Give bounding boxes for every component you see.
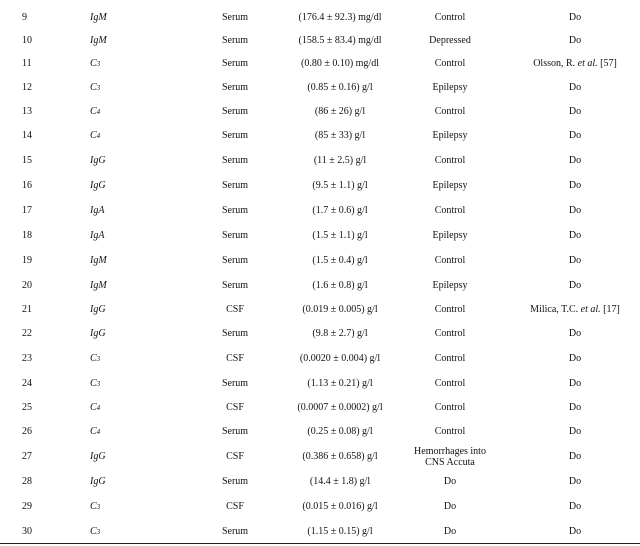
subject-group-line: Control (434, 12, 466, 23)
reference-author: Do (568, 35, 582, 46)
subject-group (395, 76, 505, 99)
component (90, 149, 140, 172)
row-number: 16 (22, 180, 32, 191)
component (90, 52, 140, 75)
component-name: C (90, 130, 97, 141)
subject-group-line: Do (443, 476, 457, 487)
table-row (0, 52, 640, 75)
component (90, 224, 140, 247)
sample-type: Serum (221, 130, 249, 141)
subject-group (395, 29, 505, 52)
component (90, 495, 140, 518)
table-row (0, 174, 640, 197)
sample-type: Serum (221, 230, 249, 241)
component-name: IgM (90, 280, 107, 291)
reference-author: Do (568, 526, 582, 537)
sample-type: CSF (226, 353, 244, 364)
measured-value: (0.25 ± 0.08) g/l (307, 426, 373, 437)
measured-value: (0.0007 ± 0.0002) g/l (297, 402, 383, 413)
measured-value: (9.5 ± 1.1) g/l (312, 180, 368, 191)
reference-author: Olsson, R. (533, 58, 578, 69)
sample-type: Serum (221, 476, 249, 487)
reference (510, 372, 640, 395)
component (90, 396, 140, 419)
reference (510, 470, 640, 493)
row-number: 28 (22, 476, 32, 487)
sample-type: Serum (221, 12, 249, 23)
component (90, 100, 140, 123)
sample-type: Serum (221, 106, 249, 117)
row-number: 26 (22, 426, 32, 437)
row-number: 12 (22, 82, 32, 93)
row-number: 13 (22, 106, 32, 117)
row-number: 18 (22, 230, 32, 241)
measured-value: (1.5 ± 1.1) g/l (312, 230, 368, 241)
subject-group-line: Do (443, 526, 457, 537)
subject-group-line: Control (434, 255, 466, 266)
reference-author: Do (568, 106, 582, 117)
component (90, 76, 140, 99)
component-name: C (90, 353, 97, 364)
subject-group-line: Control (434, 378, 466, 389)
component-name: C (90, 402, 97, 413)
row-number: 23 (22, 353, 32, 364)
reference-etal: et al. (580, 304, 601, 315)
measured-value: (1.5 ± 0.4) g/l (312, 255, 368, 266)
reference-author: Do (568, 353, 582, 364)
sample-type: Serum (221, 328, 249, 339)
subject-group-line: Control (434, 426, 466, 437)
table-row (0, 495, 640, 518)
subject-group (395, 149, 505, 172)
subject-group-line: Control (434, 58, 466, 69)
table-row (0, 274, 640, 297)
row-number: 27 (22, 451, 32, 462)
sample-type: Serum (221, 426, 249, 437)
sample-type: CSF (226, 451, 244, 462)
reference (510, 76, 640, 99)
subject-group (395, 322, 505, 345)
subject-group-line: Control (434, 402, 466, 413)
reference-author: Do (568, 451, 582, 462)
reference (510, 445, 640, 468)
component (90, 249, 140, 272)
reference-author: Do (568, 328, 582, 339)
reference (510, 224, 640, 247)
reference-author: Do (568, 12, 582, 23)
component (90, 274, 140, 297)
measured-value: (1.6 ± 0.8) g/l (312, 280, 368, 291)
component-name: IgM (90, 35, 107, 46)
subject-group (395, 396, 505, 419)
row-number: 9 (22, 12, 27, 23)
component-name: IgG (90, 451, 106, 462)
reference (510, 124, 640, 147)
measured-value: (0.015 ± 0.016) g/l (302, 501, 378, 512)
subject-group (395, 495, 505, 518)
subject-group (395, 372, 505, 395)
reference (510, 100, 640, 123)
subject-group (395, 470, 505, 493)
row-number: 22 (22, 328, 32, 339)
table-row (0, 124, 640, 147)
measured-value: (11 ± 2.5) g/l (313, 155, 367, 166)
component-name: IgM (90, 255, 107, 266)
table-row (0, 470, 640, 493)
component (90, 322, 140, 345)
component-name: IgG (90, 304, 106, 315)
sample-type: CSF (226, 501, 244, 512)
subject-group (395, 52, 505, 75)
subject-group-line: Control (434, 328, 466, 339)
measured-value: (158.5 ± 83.4) mg/dl (298, 35, 382, 46)
row-number: 30 (22, 526, 32, 537)
subject-group (395, 420, 505, 443)
subject-group-line: Depressed (429, 35, 471, 46)
component (90, 6, 140, 29)
subject-group (395, 249, 505, 272)
component-subscript: 4 (96, 403, 101, 412)
row-number: 24 (22, 378, 32, 389)
sample-type: Serum (221, 82, 249, 93)
subject-group-line: Do (443, 501, 457, 512)
subject-group (395, 274, 505, 297)
sample-type: Serum (221, 205, 249, 216)
reference-author: Do (568, 402, 582, 413)
reference (510, 420, 640, 443)
measured-value: (0.85 ± 0.16) g/l (307, 82, 373, 93)
table-row (0, 199, 640, 222)
measured-value: (1.7 ± 0.6) g/l (312, 205, 368, 216)
subject-group-line: Control (434, 304, 466, 315)
reference-author: Do (568, 205, 582, 216)
row-number: 11 (22, 58, 32, 69)
measured-value: (1.15 ± 0.15) g/l (307, 526, 373, 537)
reference-author: Do (568, 426, 582, 437)
table-row (0, 224, 640, 247)
reference (510, 495, 640, 518)
reference-author: Do (568, 378, 582, 389)
component (90, 470, 140, 493)
table-row (0, 372, 640, 395)
subject-group (395, 124, 505, 147)
component-name: IgM (90, 12, 107, 23)
component-subscript: 3 (96, 354, 101, 363)
measured-value: (0.80 ± 0.10) mg/dl (301, 58, 379, 69)
sample-type: Serum (221, 526, 249, 537)
component-name: C (90, 378, 97, 389)
row-number: 10 (22, 35, 32, 46)
subject-group-line: Control (434, 106, 466, 117)
reference-author: Do (568, 476, 582, 487)
reference (510, 347, 640, 370)
subject-group-line: Epilepsy (432, 280, 468, 291)
subject-group-line: Control (434, 155, 466, 166)
reference-author: Do (568, 130, 582, 141)
table-row (0, 100, 640, 123)
component (90, 520, 140, 543)
subject-group-line: Epilepsy (432, 180, 468, 191)
component-subscript: 3 (96, 502, 101, 511)
reference-number: [17] (600, 304, 620, 315)
measured-value: (0.0020 ± 0.004) g/l (299, 353, 381, 364)
subject-group (395, 174, 505, 197)
row-number: 29 (22, 501, 32, 512)
subject-group (395, 445, 505, 468)
component-name: IgA (90, 230, 105, 241)
subject-group-line: Control (434, 353, 466, 364)
subject-group-line: Epilepsy (432, 82, 468, 93)
measured-value: (14.4 ± 1.8) g/l (309, 476, 371, 487)
row-number: 14 (22, 130, 32, 141)
component (90, 420, 140, 443)
reference (510, 29, 640, 52)
reference (510, 322, 640, 345)
table-bottom-rule (0, 543, 640, 544)
component (90, 445, 140, 468)
row-number: 17 (22, 205, 32, 216)
subject-group (395, 199, 505, 222)
component-name: C (90, 426, 97, 437)
measured-value: (0.019 ± 0.005) g/l (302, 304, 378, 315)
component (90, 199, 140, 222)
measured-value: (1.13 ± 0.21) g/l (307, 378, 373, 389)
measured-value: (86 ± 26) g/l (314, 106, 366, 117)
table-row (0, 347, 640, 370)
measured-value: (0.386 ± 0.658) g/l (302, 451, 378, 462)
subject-group (395, 100, 505, 123)
measured-value: (9.8 ± 2.7) g/l (312, 328, 368, 339)
sample-type: Serum (221, 180, 249, 191)
table-row (0, 298, 640, 321)
subject-group (395, 298, 505, 321)
subject-group-line: Epilepsy (432, 130, 468, 141)
table-row (0, 249, 640, 272)
reference (510, 199, 640, 222)
reference-author: Do (568, 155, 582, 166)
sample-type: Serum (221, 35, 249, 46)
component-name: C (90, 58, 97, 69)
reference (510, 298, 640, 321)
component-name: IgG (90, 155, 106, 166)
component-name: C (90, 501, 97, 512)
component-subscript: 3 (96, 83, 101, 92)
component (90, 347, 140, 370)
reference (510, 396, 640, 419)
reference (510, 249, 640, 272)
component-name: IgG (90, 476, 106, 487)
subject-group (395, 224, 505, 247)
component (90, 174, 140, 197)
sample-type: Serum (221, 280, 249, 291)
component-subscript: 4 (96, 107, 101, 116)
component-subscript: 4 (96, 427, 101, 436)
component (90, 29, 140, 52)
row-number: 20 (22, 280, 32, 291)
subject-group-line: Hemorrhages into (414, 445, 486, 457)
component-subscript: 3 (96, 59, 101, 68)
reference-author: Do (568, 280, 582, 291)
row-number: 19 (22, 255, 32, 266)
reference-author: Do (568, 180, 582, 191)
row-number: 21 (22, 304, 32, 315)
component-subscript: 3 (96, 379, 101, 388)
row-number: 15 (22, 155, 32, 166)
reference (510, 174, 640, 197)
reference-number: [57] (597, 58, 617, 69)
measured-value: (85 ± 33) g/l (314, 130, 366, 141)
reference-author: Milica, T.C. (530, 304, 581, 315)
reference-author: Do (568, 230, 582, 241)
subject-group-line: Epilepsy (432, 230, 468, 241)
table-row (0, 445, 640, 468)
component-name: C (90, 106, 97, 117)
component-subscript: 3 (96, 527, 101, 536)
component-name: IgA (90, 205, 105, 216)
reference (510, 274, 640, 297)
reference-author: Do (568, 255, 582, 266)
component (90, 372, 140, 395)
reference-author: Do (568, 501, 582, 512)
row-number: 25 (22, 402, 32, 413)
subject-group-line: Control (434, 205, 466, 216)
table-row (0, 6, 640, 29)
table-row (0, 29, 640, 52)
subject-group (395, 347, 505, 370)
reference (510, 149, 640, 172)
table-row (0, 322, 640, 345)
sample-type: CSF (226, 402, 244, 413)
measured-value: (176.4 ± 92.3) mg/dl (298, 12, 382, 23)
table-row (0, 420, 640, 443)
sample-type: Serum (221, 378, 249, 389)
component-name: IgG (90, 180, 106, 191)
component-subscript: 4 (96, 131, 101, 140)
reference (510, 6, 640, 29)
sample-type: Serum (221, 58, 249, 69)
table-row (0, 76, 640, 99)
reference-etal: et al. (577, 58, 598, 69)
component-name: C (90, 526, 97, 537)
component-name: IgG (90, 328, 106, 339)
component (90, 124, 140, 147)
sample-type: Serum (221, 155, 249, 166)
subject-group-line: CNS Accuta (425, 456, 475, 468)
sample-type: Serum (221, 255, 249, 266)
table-row (0, 396, 640, 419)
table-row (0, 149, 640, 172)
reference (510, 52, 640, 75)
subject-group (395, 520, 505, 543)
subject-group (395, 6, 505, 29)
table-row (0, 520, 640, 543)
reference (510, 520, 640, 543)
sample-type: CSF (226, 304, 244, 315)
component (90, 298, 140, 321)
reference-author: Do (568, 82, 582, 93)
component-name: C (90, 82, 97, 93)
